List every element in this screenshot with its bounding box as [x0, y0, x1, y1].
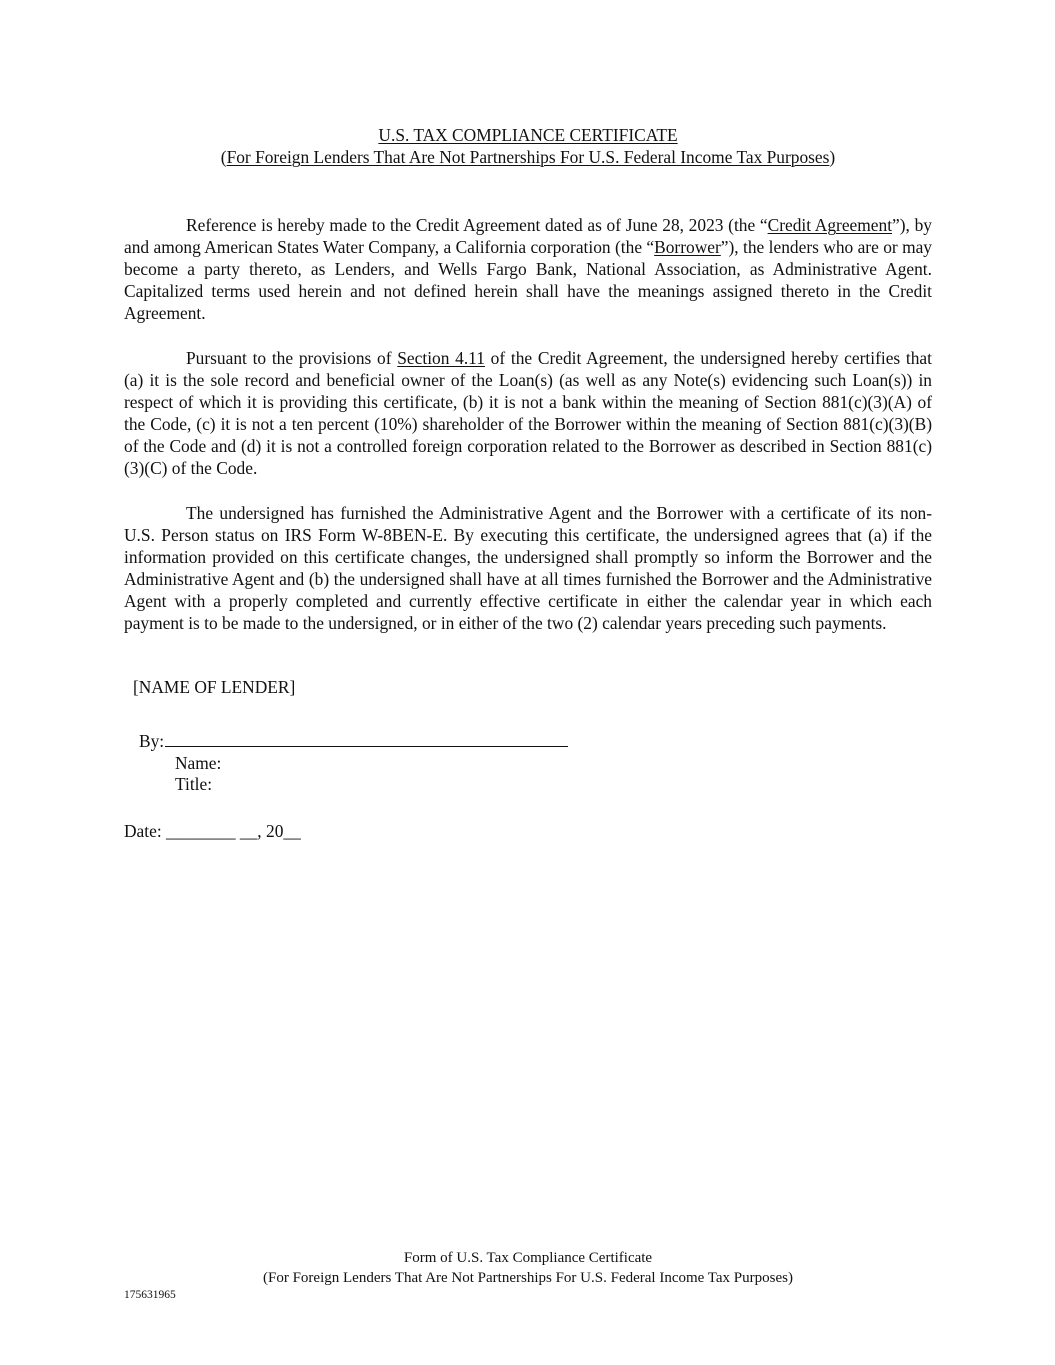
signatory-title-label: Title: — [175, 774, 213, 794]
document-subtitle: (For Foreign Lenders That Are Not Partnerships For U.S. Federal Income Tax Purposes) — [220, 147, 836, 167]
signatory-name-label: Name: — [175, 753, 222, 773]
document-title: U.S. TAX COMPLIANCE CERTIFICATE — [378, 125, 678, 145]
document-id: 175631965 — [124, 1289, 176, 1301]
document-subtitle-text: For Foreign Lenders That Are Not Partnerships For U.S. Federal Income Tax Purposes — [226, 147, 830, 167]
signature-by-line — [139, 730, 568, 752]
term-borrower: Borrower — [654, 237, 721, 257]
by-label: By: — [139, 731, 165, 751]
signature-line — [165, 730, 568, 747]
lender-name-placeholder: [NAME OF LENDER] — [133, 677, 296, 697]
paragraph-reference: Reference is hereby made to the Credit Agreement dated as of June 28, 2023 (the “Credit Agreement”), by and among American States Water Company, a California corporation (the “Borrower”), the lenders who are or may become a party thereto, as Lenders, and Wells Fargo Bank, National Association, as Administrative Agent. Capitalized terms used herein and not defined herein shall have the meanings assigned thereto in the Credit Agreement. — [124, 215, 933, 323]
footer-form-subtitle: (For Foreign Lenders That Are Not Partnerships For U.S. Federal Income Tax Purposes) — [263, 1270, 793, 1286]
term-credit-agreement: Credit Agreement — [767, 215, 893, 235]
footer-form-title: Form of U.S. Tax Compliance Certificate — [403, 1250, 653, 1266]
section-reference: Section 4.11 — [397, 348, 485, 368]
paragraph-certification: Pursuant to the provisions of Section 4.11 of the Credit Agreement, the undersigned hereby certifies that (a) it is the sole record and beneficial owner of the Loan(s) (as well as any Note(s) evidencing such Loan(s)) in respect of which it is providing this certificate, (b) it is not a bank within the meaning of Section 881(c)(3)(A) of the Code, (c) it is not a ten percent (10%) shareholder of the Borrower within the meaning of Section 881(c)(3)(B) of the Code and (d) it is not a controlled foreign corporation related to the Borrower as described in Section 881(c)(3)(C) of the Code. — [124, 348, 932, 478]
date-line: Date: ________ __, 20__ — [124, 821, 301, 841]
paragraph-undertaking: The undersigned has furnished the Administrative Agent and the Borrower with a certificate of its non-U.S. Person status on IRS Form W-8BEN-E. By executing this certificate, the undersigned agrees that (a) if the information provided on this certificate changes, the undersigned shall promptly so inform the Borrower and the Administrative Agent and (b) the undersigned shall have at all times furnished the Borrower and the Administrative Agent with a properly completed and currently effective certificate in either the calendar year in which each payment is to be made to the undersigned, or in either of the two (2) calendar years preceding such payments. — [124, 503, 932, 633]
